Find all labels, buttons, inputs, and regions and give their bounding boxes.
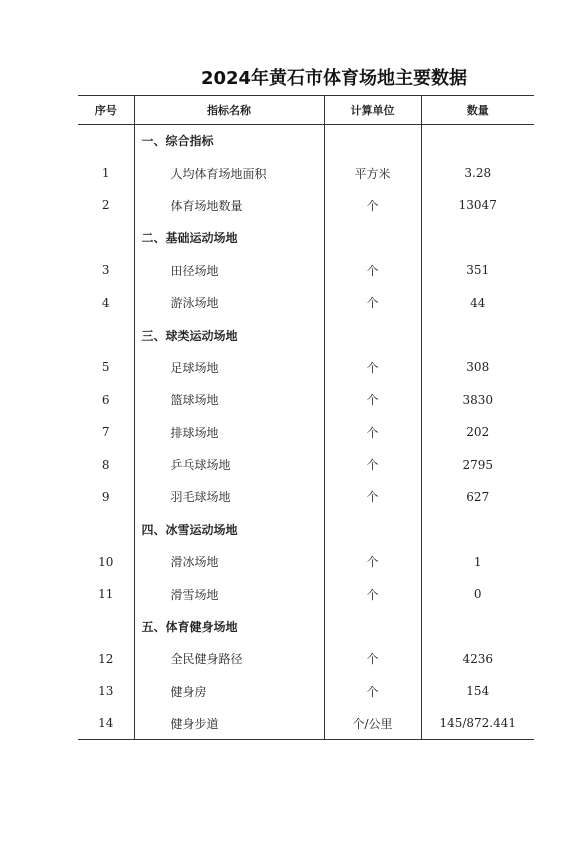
unit: 个 [324,286,421,318]
unit-cell [324,222,421,254]
quantity: 154 [421,675,534,707]
section-title: 二、基础运动场地 [134,222,324,254]
indicator-name: 人均体育场地面积 [134,157,324,189]
indicator-name: 篮球场地 [134,384,324,416]
serial-cell [78,513,134,545]
indicator-name: 健身步道 [134,708,324,740]
quantity: 351 [421,254,534,286]
value-cell [421,319,534,351]
serial-number: 9 [101,489,110,504]
table-row [78,708,534,740]
unit-cell [324,319,421,351]
header-indicator-name: 指标名称 [134,96,324,125]
unit-cell [324,513,421,545]
serial-number: 7 [101,425,110,440]
header-unit: 计算单位 [324,96,421,125]
table-row [78,384,534,416]
value-cell [421,610,534,642]
indicator-name: 体育场地数量 [134,189,324,221]
value-cell [421,513,534,545]
quantity: 3.28 [421,157,534,189]
quantity: 1 [421,546,534,578]
unit: 个 [324,578,421,610]
table-row [78,254,534,286]
value-cell [421,222,534,254]
unit: 个 [324,384,421,416]
header-serial-number: 序号 [78,96,134,125]
serial-number: 4 [101,295,110,310]
unit: 个 [324,546,421,578]
table-row [78,448,534,480]
quantity: 627 [421,481,534,513]
serial-number: 14 [78,708,134,740]
section-title: 一、综合指标 [134,125,324,157]
section-title: 四、冰雪运动场地 [134,513,324,545]
indicator-name: 乒乓球场地 [134,448,324,480]
serial-cell [78,610,134,642]
unit: 个 [324,351,421,383]
quantity: 4236 [421,643,534,675]
quantity: 145/872.441 [421,708,534,740]
table-row [78,578,534,610]
indicator-name: 健身房 [134,675,324,707]
unit: 个 [324,448,421,480]
quantity: 2795 [421,448,534,480]
serial-number: 8 [101,457,110,472]
unit: 个/公里 [324,708,421,740]
serial-number: 1 [101,166,110,181]
table-row [78,643,534,675]
unit: 平方米 [324,157,421,189]
section-title: 三、球类运动场地 [134,319,324,351]
section-row [78,319,534,351]
quantity: 44 [421,286,534,318]
serial-number: 2 [101,198,110,213]
indicator-name: 羽毛球场地 [134,481,324,513]
header-quantity: 数量 [421,96,534,125]
indicator-name: 游泳场地 [134,286,324,318]
unit-cell [324,610,421,642]
section-row [78,125,534,157]
unit-cell [324,125,421,157]
quantity: 3830 [421,384,534,416]
serial-number: 3 [101,263,110,278]
quantity: 308 [421,351,534,383]
table-row [78,675,534,707]
indicator-name: 全民健身路径 [134,643,324,675]
indicator-name: 排球场地 [134,416,324,448]
table-row [78,157,534,189]
section-row [78,513,534,545]
serial-number: 13 [98,684,114,699]
quantity: 0 [421,578,534,610]
indicator-name: 田径场地 [134,254,324,286]
serial-number: 5 [101,360,110,375]
unit: 个 [324,675,421,707]
data-table [78,95,534,740]
table-row [78,351,534,383]
value-cell [421,125,534,157]
serial-cell [78,222,134,254]
unit: 个 [324,254,421,286]
unit: 个 [324,416,421,448]
table-row [78,416,534,448]
serial-number: 11 [98,587,114,602]
quantity: 13047 [421,189,534,221]
section-row [78,610,534,642]
serial-number: 6 [101,392,110,407]
section-row [78,222,534,254]
indicator-name: 足球场地 [134,351,324,383]
table-header-row [78,96,534,125]
table-row [78,286,534,318]
indicator-name: 滑冰场地 [134,546,324,578]
serial-cell [78,319,134,351]
serial-cell [78,125,134,157]
quantity: 202 [421,416,534,448]
indicator-name: 滑雪场地 [134,578,324,610]
unit: 个 [324,189,421,221]
section-title: 五、体育健身场地 [134,610,324,642]
unit: 个 [324,481,421,513]
table-row [78,546,534,578]
table-row [78,481,534,513]
serial-number: 12 [98,651,114,666]
page-title: 2024年黄石市体育场地主要数据 [200,68,468,89]
unit: 个 [324,643,421,675]
table-body [78,125,534,740]
table-row [78,189,534,221]
serial-number: 10 [98,554,114,569]
